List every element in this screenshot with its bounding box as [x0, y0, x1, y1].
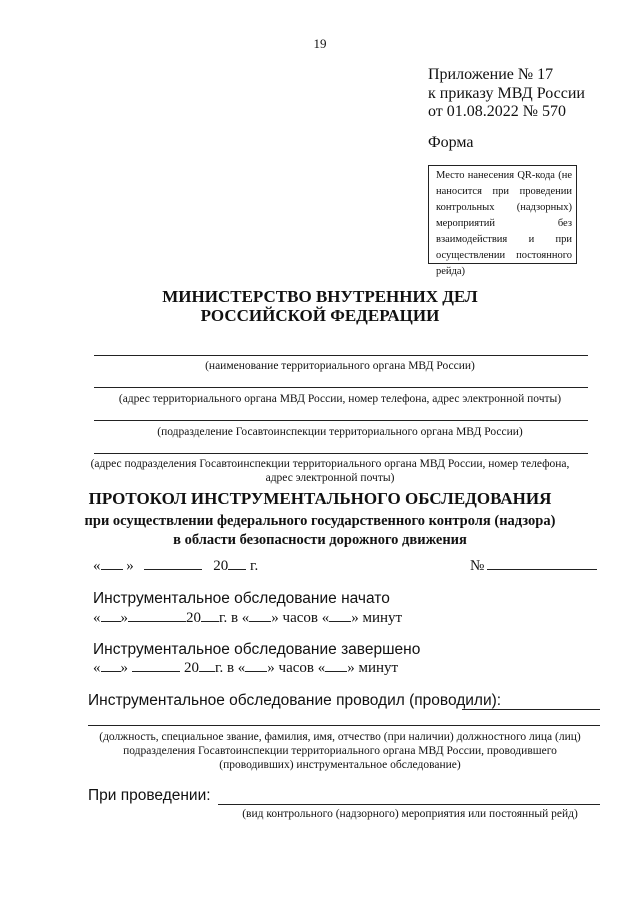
start-hours-field[interactable] [249, 609, 271, 622]
year-prefix: 20 [186, 610, 201, 626]
minutes-label: » минут [347, 660, 399, 676]
started-datetime-row [93, 609, 402, 627]
territorial-body-caption: (наименование территориального органа МВД России) [205, 360, 475, 372]
protocol-title: ПРОТОКОЛ ИНСТРУМЕНТАЛЬНОГО ОБСЛЕДОВАНИЯ [88, 489, 552, 508]
protocol-number-field[interactable] [487, 557, 597, 570]
territorial-body-field[interactable] [94, 355, 588, 356]
start-day-field[interactable] [101, 609, 121, 622]
minutes-label: » минут [351, 610, 403, 626]
subtitle-line: в области безопасности дорожного движения [173, 531, 467, 548]
number-sign: № [470, 558, 485, 574]
gai-address-caption [20, 457, 640, 485]
subtitle-line: при осуществлении федерального государственного контроля (надзора) [84, 513, 556, 529]
caption-line: подразделения Госавтоинспекции территориального органа МВД России, проводившего [123, 745, 557, 757]
caption-line: (адрес подразделения Госавтоинспекции территориального органа МВД России, номер телефона, [90, 458, 570, 470]
month-field[interactable] [144, 557, 202, 570]
qr-note: Место нанесения QR-кода (не наносится при проведении контрольных (надзорных) мероприятий без взаимодействия и при осуществлении постоянного рейда) [436, 170, 572, 277]
protocol-number-row [470, 557, 597, 575]
start-minutes-field[interactable] [329, 609, 351, 622]
conducted-by-inline-field[interactable] [462, 709, 600, 710]
hours-label: » часов « [271, 610, 330, 626]
year-suffix: г. в « [219, 610, 250, 626]
form-label: Форма [428, 134, 474, 151]
protocol-subtitle [0, 512, 640, 549]
caption-line: адрес электронной почты) [265, 472, 395, 484]
end-hours-field[interactable] [245, 659, 267, 672]
caption-line: (проводивших) инструментальное обследование) [219, 759, 461, 771]
protocol-date-row [93, 557, 258, 575]
day-field[interactable] [101, 557, 123, 570]
year-prefix: 20 [213, 558, 229, 574]
quote-close: » [126, 558, 134, 574]
gai-address-field[interactable] [94, 453, 588, 454]
event-type-field[interactable] [218, 804, 600, 805]
caption-line: (должность, специальное звание, фамилия, имя, отчество (при наличии) должностного лица (лиц) [99, 731, 581, 743]
ministry-heading [0, 287, 640, 325]
year-field[interactable] [228, 557, 246, 570]
end-minutes-field[interactable] [325, 659, 347, 672]
year-suffix: г. в « [215, 660, 246, 676]
gai-unit-field[interactable] [94, 420, 588, 421]
official-caption [40, 730, 640, 772]
annex-line: Приложение № 17 [428, 66, 554, 83]
territorial-address-caption: (адрес территориального органа МВД России, номер телефона, адрес электронной почты) [118, 393, 562, 405]
quote-open: « [93, 660, 101, 676]
quote-close: » [120, 610, 128, 626]
ministry-line: РОССИЙСКОЙ ФЕДЕРАЦИИ [200, 306, 440, 325]
official-field[interactable] [88, 725, 600, 726]
event-type-caption: (вид контрольного (надзорного) мероприятия или постоянный рейд) [242, 808, 578, 820]
qr-code-placeholder-box [428, 165, 577, 277]
hours-label: » часов « [267, 660, 326, 676]
finished-datetime-row [93, 659, 398, 677]
annex-header [428, 66, 585, 122]
annex-line: от 01.08.2022 № 570 [428, 103, 567, 120]
start-month-field[interactable] [128, 609, 186, 622]
gai-unit-caption: (подразделение Госавтоинспекции территориального органа МВД России) [157, 426, 523, 438]
conducted-by-label: Инструментальное обследование проводил (проводили): [88, 692, 502, 709]
end-day-field[interactable] [101, 659, 121, 672]
during-label: При проведении: [88, 787, 211, 804]
annex-line: к приказу МВД России [428, 84, 585, 102]
end-month-field[interactable] [132, 659, 180, 672]
page-number: 19 [313, 36, 327, 51]
start-year-field[interactable] [201, 609, 219, 622]
year-prefix: 20 [184, 660, 199, 676]
quote-close: » [120, 660, 128, 676]
year-suffix: г. [250, 558, 259, 574]
finished-label: Инструментальное обследование завершено [93, 641, 421, 658]
quote-open: « [93, 610, 101, 626]
started-label: Инструментальное обследование начато [93, 590, 390, 607]
ministry-line: МИНИСТЕРСТВО ВНУТРЕННИХ ДЕЛ [162, 287, 478, 306]
quote-open: « [93, 558, 101, 574]
territorial-address-field[interactable] [94, 387, 588, 388]
end-year-field[interactable] [199, 659, 215, 672]
